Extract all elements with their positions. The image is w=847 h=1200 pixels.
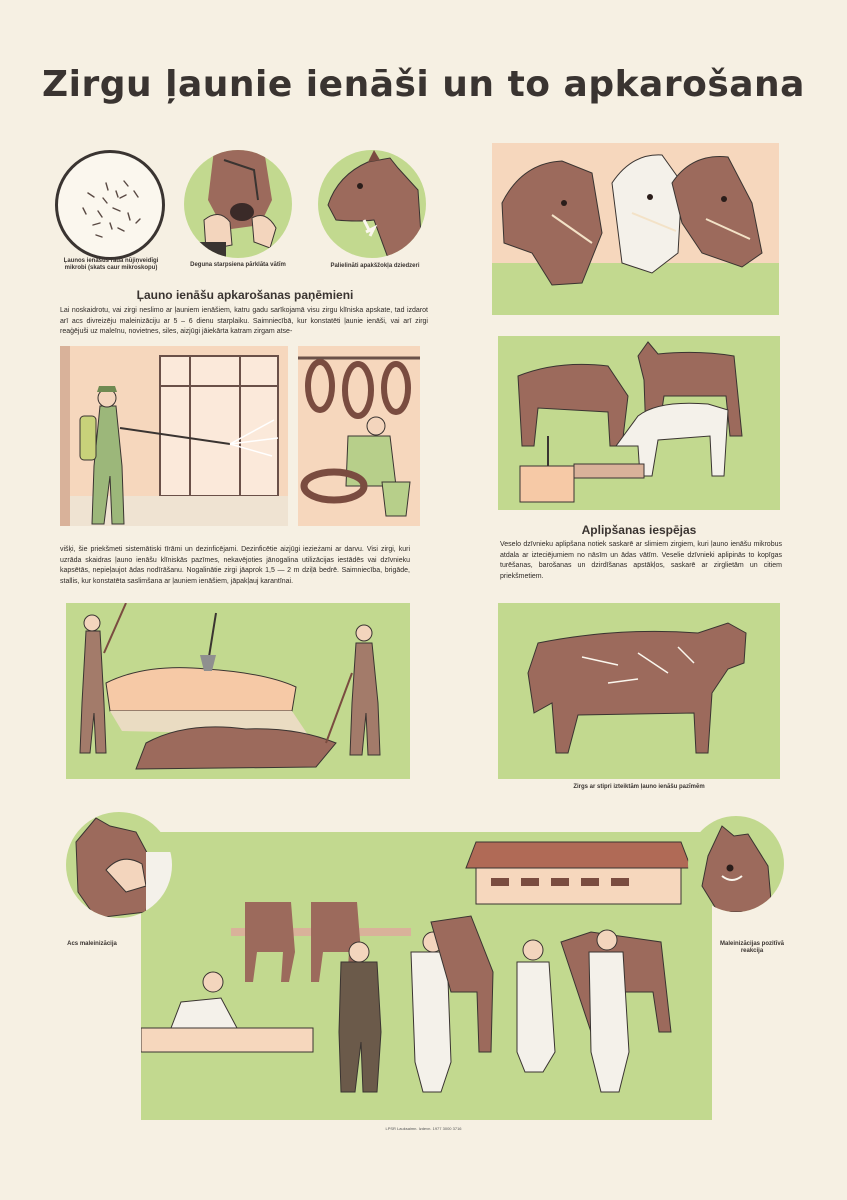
section-heading-infection: Aplipšanas iespējas [581,523,697,537]
harness-disinfection-illustration [298,346,420,526]
affected-horse-illustration [498,603,780,779]
gland-illustration [318,150,426,258]
eye-malleinization-illustration [66,812,172,918]
microscope-illustration [55,150,165,260]
horses-heads-illustration [492,143,779,315]
section-text-control-b: višķi, šie priekšmeti sistemātiski tīrāmi un dezinficējami. Dezinficētie aizjūgi iezieżami ar darvu. Visi zirgi, kuri uzrāda skaidras ļauno ienāšu klīniskās pazīmes, nekavējoties jānogalina utilizācijas iestādēs vai dzīvnieku kapsētās, nepieļaujot ādas nodīrāšanu. Nogalinātie zirgi jāaprok 1,5 — 2 m dziļā bedrē. Saimniecība, brigāde, stallis, kur konstatēta saslimšana ar ļauniem ienāšiem, jāpakļauj karantīnai. [60,546,410,585]
positive-reaction-illustration [688,816,784,912]
caption-nose: Deguna starpsiena pārklāta vātīm [190,262,286,268]
disinfection-illustration [60,346,288,526]
caption-eye-malleinization: Acs maleinizācija [67,941,117,947]
caption-affected-horse: Zirgs ar stipri izteiktām ļauno ienāšu pazīmēm [573,784,705,790]
burial-illustration [66,603,410,779]
drinking-horses-illustration [498,336,780,510]
caption-gland: Palielināti apakšžokļa dziedzeri [330,263,420,269]
nose-illustration [184,150,292,258]
malleinization-illustration [141,832,712,1120]
caption-microscope: Ļaunos ienāšus rada nūjiņveidīgi mikrobi (skats caur mikroskopu) [63,258,159,271]
section-text-control-a: Lai noskaidrotu, vai zirgi neslimo ar ļauniem ienāšiem, katru gadu sarīkojamā visu zirgu klīniska apskate, tad izdarot arī acs divreizēju maleinizāciju ar 5 – 6 dienu starplaiku. Saimniecībā, kur konstatēti ļaunie ienāši, vai arī zirgi reaģējuši uz maleīnu, novietnes, siles, aizjūgi jāiekārta katram zirgam atse- [60,307,428,335]
section-text-infection: Veselo dzīvnieku aplipšana notiek saskarē ar slimiem zirgiem, kuri ļauno ienāšu mikrobus atdala ar izteciējumiem no nāsīm un ādas vātīm. Veselie dzīvnieki aplipinās to kopīgas turēšanas, barošanas un dzirdīšanas apstākļos, saskarē ar zirglietām un citiem priekšmetiem. [500,541,782,580]
print-footer: LPSR Lauksaimn. Izdevn. 1977 3000 3716 [385,1126,462,1131]
poster-title: Zirgu ļaunie ienāši un to apkarošana [42,64,805,105]
section-heading-control: Ļauno ienāšu apkarošanas paņēmieni [136,288,354,302]
caption-positive-reaction: Maleinizācijas pozitīvā reakcija [719,941,785,954]
